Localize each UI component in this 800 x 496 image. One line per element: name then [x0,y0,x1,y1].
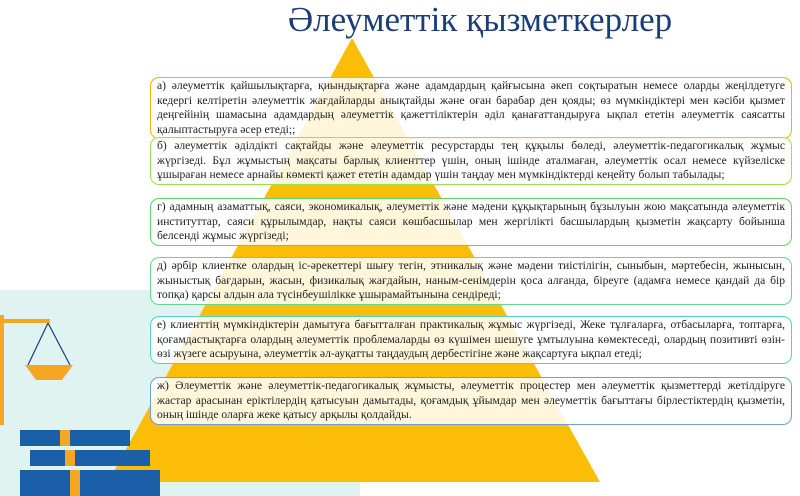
list-item-e: е) клиенттің мүмкіндіктерін дамытуға бағытталған практикалық жұмыс жүргізеді, Жеке тұлғаларға, отбасыларға, топтарға, қоғамдастықтарға олардың әлеуметтік проблемаларды өз күшімен шешуге ұмтылуына көмектеседі, олардың позитивті өзін-өзі жүзеге асыруына, әлеуметтік әл-ауқатты таңдаудың дербестігіне және жақсартуға ықпал етеді; [150,316,792,364]
list-item-zh: ж) Әлеуметтік және әлеуметтік-педагогикалық жұмысты, әлеуметтік процестер мен әлеуметтік қызметтерді жетілдіруге жастар арасынан еріктілердің қатысуын дамытады, қоғамдық ұйымдар мен әлеуметтік бағыттағы бірлестіктердің қызметін, оның ішінде оларға жеке қатысу арқылы қолдайды. [150,377,792,425]
books-icon [20,430,180,496]
slide-title: Әлеуметтік қызметкерлер [287,0,673,39]
list-item-g: г) адамның азаматтық, саяси, экономикалық, әлеуметтік және мәдени құқықтарының бұзылуын жою мақсатында әлеуметтік институттар, саяси құрылымдар, нақты саяси көшбасшылар мен жергілікті басшылардың қызметін жақсарту бойынша белсенді жұмыс жүргізеді; [150,198,792,246]
list-item-d: д) әрбір клиентке олардың іс-әрекеттері шығу тегін, этникалық және мәдени тиістілігін, сыныбын, мәртебесін, жынысын, жыныстық бағдарын, жасын, физикалық жағдайын, наным-сенімдерін қоса алғанда, біреуге (адамға немесе қандай да бір топқа) қарсы алдын ала түсінбеушілікке ұшырамайтынына сендіреді; [150,257,792,305]
scales-icon [0,315,120,425]
list-item-b: б) әлеуметтік әділдікті сақтайды және әлеуметтік ресурстарды тең құқылы бөледі, әлеуметтік-педагогикалық жұмыс жүргізеді. Бұл жұмыстың мақсаты барлық клиенттер үшін, оның ішінде аталмаған, әлеуметтік осал немесе күйзеліске ұшыраған немесе арнайы көмекті қажет ететін адамдар үшін таңдау мен мүмкіндіктерді кеңейту болып табылады; [150,137,792,185]
list-item-a: а) әлеуметтік қайшылықтарға, қиындықтарға және адамдардың қайғысына әкеп соқтыратын немесе оларды жеңілдетуге кедергі келтіретін әлеуметтік жағдайларды анықтайды және оған барабар ден қояды; өз мүмкіндіктері мен кәсіби қызмет деңгейінің шамасына адамдардың әлеуметтік қажеттіліктерін әділ қанағаттандыруға ықпал ететін әлеуметтік саясатты қалыптастыруға әсер етеді;; [150,77,792,139]
